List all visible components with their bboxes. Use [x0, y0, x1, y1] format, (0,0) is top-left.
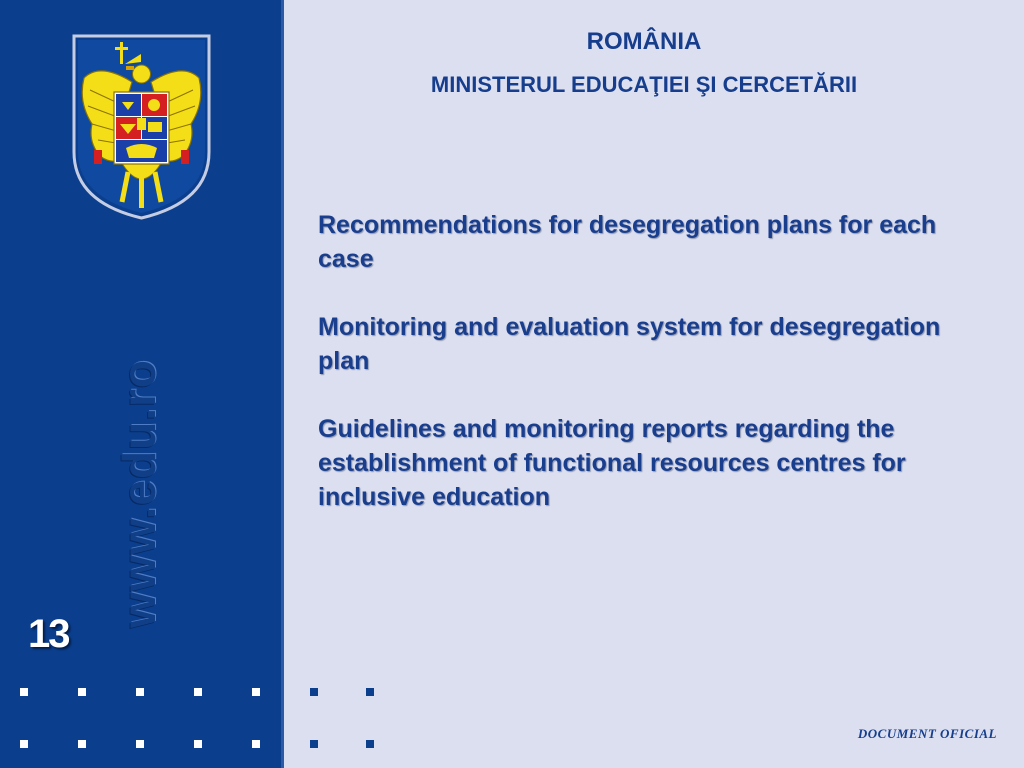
- content-list: [318, 208, 998, 548]
- decorative-dots: [0, 688, 420, 758]
- document-oficial-label: DOCUMENT OFICIAL: [857, 726, 997, 741]
- dot-icon: [194, 740, 202, 748]
- content-item: Recommendations for desegregation plans for each case: [318, 211, 937, 273]
- dot-icon: [366, 740, 374, 748]
- content-item: Guidelines and monitoring reports regarding the establishment of functional resources centres for inclusive education: [318, 415, 906, 511]
- dot-icon: [366, 688, 374, 696]
- dot-icon: [20, 688, 28, 696]
- sidebar: [0, 0, 284, 768]
- website-url: www.edu.ro: [113, 359, 165, 628]
- header-country: ROMÂNIA: [586, 28, 702, 55]
- dot-icon: [310, 688, 318, 696]
- content-item: Monitoring and evaluation system for desegregation plan: [318, 313, 941, 375]
- dot-icon: [252, 740, 260, 748]
- dot-icon: [136, 740, 144, 748]
- dot-icon: [78, 688, 86, 696]
- header-ministry: MINISTERUL EDUCAŢIEI ŞI CERCETĂRII: [430, 72, 858, 97]
- dot-icon: [78, 740, 86, 748]
- dot-icon: [194, 688, 202, 696]
- dot-icon: [136, 688, 144, 696]
- dot-icon: [252, 688, 260, 696]
- dot-icon: [310, 740, 318, 748]
- page-number: 13: [28, 612, 69, 656]
- coat-of-arms-icon: [70, 32, 213, 222]
- dot-icon: [20, 740, 28, 748]
